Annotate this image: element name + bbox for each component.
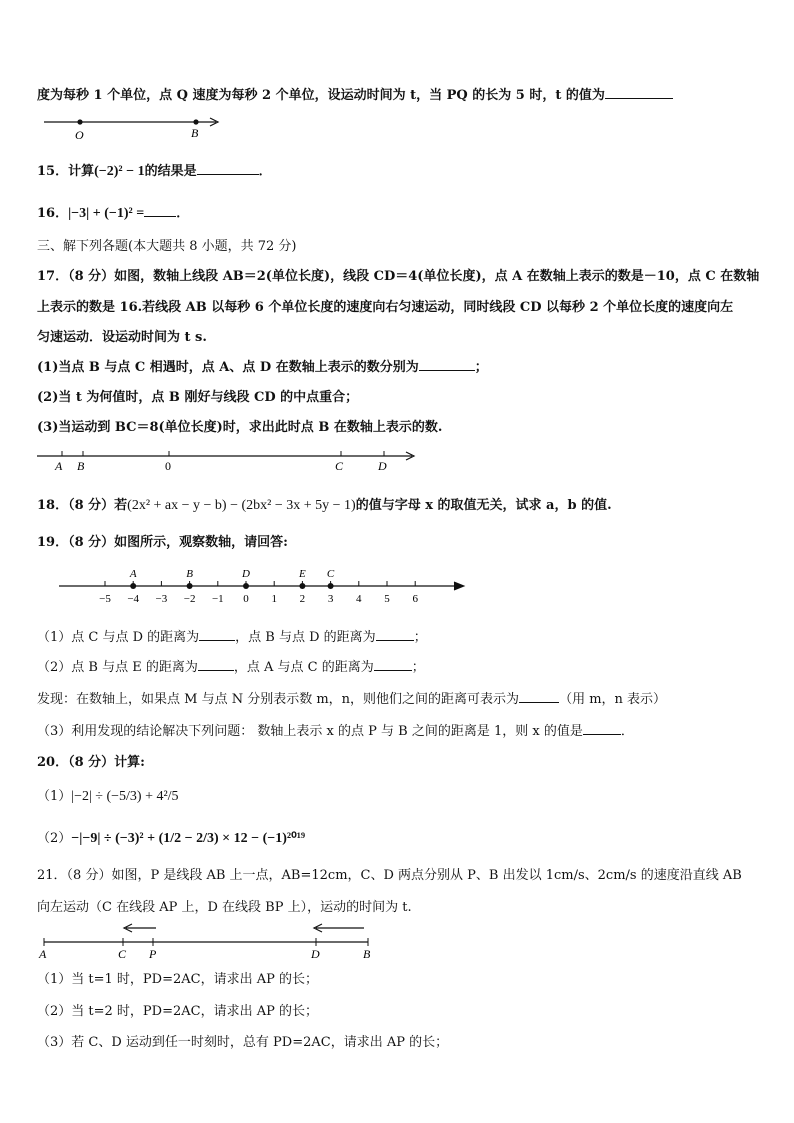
q17-part-2: (2)当 t 为何值时，点 B 刚好与线段 CD 的中点重合； — [37, 390, 359, 405]
q19-point-label: A — [129, 568, 137, 580]
q14-tail-text: 度为每秒 1 个单位，点 Q 速度为每秒 2 个单位，设运动时间为 t，当 PQ 的长为 5 时，t 的值为 — [37, 88, 605, 103]
q19-part-2-end: ； — [411, 660, 425, 675]
q14-label-b: B — [191, 126, 199, 140]
q19-part-3-a: （3）利用发现的结论解决下列问题： 数轴上表示 x 的点 P 与 B 之间的距离是 1，则 x 的值是 — [37, 724, 583, 739]
q19-discover-a: 发现：在数轴上，如果点 M 与点 N 分别表示数 m，n，则他们之间的距离可表示为 — [37, 692, 520, 707]
q19-tick-label: 5 — [384, 593, 390, 605]
q21-label-c: C — [118, 947, 127, 961]
q17-label-d: D — [378, 459, 387, 473]
q19-part-1-a: （1）点 C 与点 D 的距离为 — [37, 630, 200, 645]
q19-tick-label: 0 — [243, 593, 249, 605]
q19-part-2-a: （2）点 B 与点 E 的距离为 — [37, 660, 198, 675]
q19-tick-label: 6 — [412, 593, 418, 605]
q20-part-2-label: （2） — [37, 831, 72, 846]
q18-number: 18．（8 分）若 — [37, 498, 128, 513]
q15-text-after: 的结果是 — [144, 164, 197, 179]
q16-end: ． — [176, 206, 190, 221]
q17-intro-line-3: 匀速运动．设运动时间为 t s. — [37, 330, 207, 345]
q21-arrow-c-icon — [124, 924, 156, 932]
q19-tick-label: −4 — [127, 593, 140, 605]
q21-label-b: B — [363, 947, 371, 961]
q20-part-2-expression: −|−9| ÷ (−3)² + (1/2 − 2/3) × 12 − (−1)²⁰¹⁹ — [71, 831, 306, 846]
q17-part-1-text: (1)当点 B 与点 C 相遇时，点 A、点 D 在数轴上表示的数分别为 — [37, 360, 419, 375]
q15-end: ． — [258, 164, 272, 179]
q20-part-1-label: （1） — [37, 789, 72, 804]
q17-intro-line-2: 上表示的数是 16.若线段 AB 以每秒 6 个单位长度的速度向右匀速运动，同时线段 CD 以每秒 2 个单位长度的速度向左 — [37, 300, 734, 315]
q16-expression: |−3| + (−1)² = — [68, 206, 145, 221]
q19-point-label: C — [326, 568, 335, 580]
q19-tick-label: 2 — [299, 593, 306, 605]
q20-intro: 20．（8 分）计算: — [37, 755, 145, 770]
q15-text-before: 计算 — [68, 164, 95, 179]
q21-part-2: （2）当 t=2 时，PD=2AC，请求出 AP 的长； — [37, 1004, 318, 1019]
q14-label-o: O — [75, 128, 84, 142]
q17-part-3: (3)当运动到 BC＝8(单位长度)时，求出此时点 B 在数轴上表示的数. — [37, 420, 443, 435]
q19-part-1-b: ，点 B 与点 D 的距离为 — [235, 630, 376, 645]
q21-part-1: （1）当 t=1 时，PD=2AC，请求出 AP 的长； — [37, 972, 318, 987]
q19-intro: 19．（8 分）如图所示，观察数轴，请回答: — [37, 535, 288, 550]
q15-expression: (−2)² − 1 — [94, 164, 145, 179]
q21-label-a: A — [39, 947, 47, 961]
q19-tick-label: −5 — [99, 593, 111, 605]
q19-discover-b: （用 m，n 表示） — [559, 692, 667, 707]
q21-label-d: D — [311, 947, 320, 961]
q19-part-2-b: ，点 A 与点 C 的距离为 — [233, 660, 374, 675]
q18-tail: 的值与字母 x 的取值无关，试求 a，b 的值. — [355, 498, 612, 513]
q20-part-1-expression: |−2| ÷ (−5/3) + 4²/5 — [71, 789, 179, 804]
q19-point-label: D — [242, 568, 250, 580]
q17-part-1-end: ； — [474, 360, 488, 375]
q19-part-1-end: ； — [413, 630, 427, 645]
q17-label-b: B — [77, 459, 85, 473]
q17-label-c: C — [335, 459, 344, 473]
q19-tick-label: 4 — [356, 593, 362, 605]
q19-point-label: B — [186, 568, 193, 580]
q21-part-3: （3）若 C、D 运动到任一时刻时，总有 PD=2AC，请求出 AP 的长； — [37, 1035, 449, 1050]
q16-number: 16． — [37, 206, 69, 221]
q19-tick-label: 1 — [271, 593, 277, 605]
q19-part-3-end: ． — [620, 724, 634, 739]
q19-tick-label: −1 — [211, 593, 224, 605]
q17-label-a: A — [55, 459, 63, 473]
q18-expression: (2x² + ax − y − b) − (2bx² − 3x + 5y − 1) — [127, 498, 356, 513]
q21-intro-line-1: 21．（8 分）如图，P 是线段 AB 上一点，AB=12cm，C、D 两点分别从 P、B 出发以 1cm/s、2cm/s 的速度沿直线 AB — [37, 868, 742, 883]
q19-tick-label: 3 — [327, 593, 334, 605]
q21-intro-line-2: 向左运动（C 在线段 AP 上，D 在线段 BP 上），运动的时间为 t. — [37, 900, 412, 915]
section-three-heading: 三、解下列各题(本大题共 8 小题，共 72 分) — [37, 239, 297, 254]
q19-tick-label: −3 — [155, 593, 168, 605]
q17-intro-line-1: 17．（8 分）如图，数轴上线段 AB＝2(单位长度)，线段 CD＝4(单位长度)，点 A 在数轴上表示的数是－10，点 C 在数轴 — [37, 269, 760, 284]
q17-label-zero: 0 — [165, 459, 171, 473]
q21-label-p: P — [149, 947, 157, 961]
q19-point-label: E — [299, 568, 306, 580]
q21-arrow-d-icon — [314, 924, 364, 932]
q15-number: 15． — [37, 164, 69, 179]
q19-tick-label: −2 — [183, 593, 196, 605]
